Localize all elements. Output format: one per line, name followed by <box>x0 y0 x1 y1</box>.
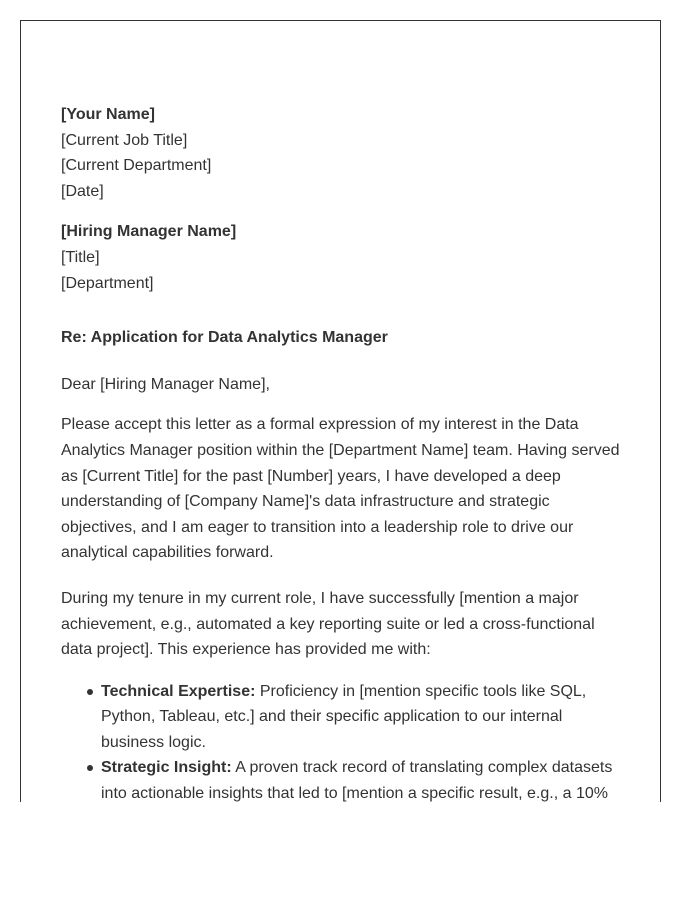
subject-line: Re: Application for Data Analytics Manager <box>61 329 388 347</box>
salutation: Dear [Hiring Manager Name], <box>61 375 270 393</box>
paragraph-line: Please accept this letter as a formal expression of my interest in the Data <box>61 416 579 434</box>
recipient-title: [Title] <box>61 248 100 266</box>
list-item-text: Proficiency in [mention specific tools like SQL, <box>255 682 587 700</box>
sender-job-title: [Current Job Title] <box>61 131 188 149</box>
sender-block <box>61 102 631 204</box>
letter-date: [Date] <box>61 182 104 200</box>
list-item-text: Python, Tableau, etc.] and their specific application to our internal <box>101 708 563 726</box>
list-item <box>101 679 631 756</box>
paragraph-intro <box>61 412 631 566</box>
paragraph-line: data project]. This experience has provided me with: <box>61 641 431 659</box>
list-item-title: Technical Expertise: <box>101 682 256 700</box>
list-item-text: into actionable insights that led to [mention a specific result, e.g., a 10% <box>101 785 608 802</box>
paragraph-experience <box>61 586 631 663</box>
letter-content <box>61 102 631 802</box>
recipient-block <box>61 219 631 296</box>
paragraph-line: understanding of [Company Name]'s data infrastructure and strategic <box>61 493 550 511</box>
list-item-text: business logic. <box>101 733 206 751</box>
paragraph-line: achievement, e.g., automated a key reporting suite or led a cross-functional <box>61 615 595 633</box>
paragraph-line: analytical capabilities forward. <box>61 544 274 562</box>
qualifications-list <box>61 679 631 802</box>
paragraph-line: Analytics Manager position within the [Department Name] team. Having served <box>61 441 620 459</box>
paragraph-line: objectives, and I am eager to transition into a leadership role to drive our <box>61 518 574 536</box>
list-item-title: Strategic Insight: <box>101 759 232 777</box>
sender-name: [Your Name] <box>61 106 155 123</box>
recipient-department: [Department] <box>61 274 154 292</box>
bullet-icon <box>87 689 93 695</box>
letter-page <box>20 20 661 802</box>
list-item <box>101 755 631 802</box>
bullet-icon <box>87 765 93 771</box>
recipient-name: [Hiring Manager Name] <box>61 223 237 241</box>
paragraph-line: as [Current Title] for the past [Number] years, I have developed a deep <box>61 467 561 485</box>
sender-department: [Current Department] <box>61 157 212 175</box>
list-item-text: A proven track record of translating complex datasets <box>231 759 613 777</box>
paragraph-line: During my tenure in my current role, I have successfully [mention a major <box>61 589 579 607</box>
